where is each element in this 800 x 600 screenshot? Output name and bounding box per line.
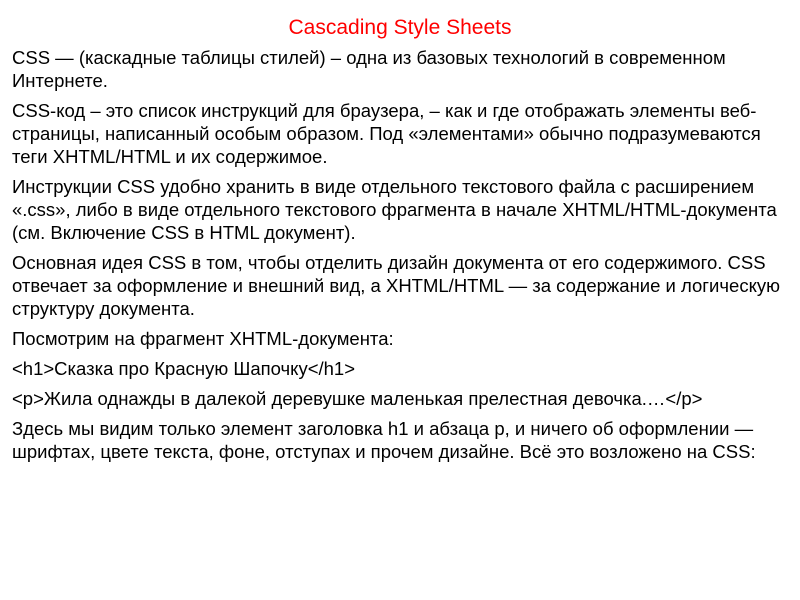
- paragraph-css-storage: Инструкции CSS удобно хранить в виде отдельного текстового файла с расширением «.css», либо в виде отдельного текстового фрагмента в начале XHTML/HTML-документа (см. Включение CSS в HTML документ).: [12, 176, 777, 243]
- code-h1-line: <h1>Сказка про Красную Шапочку</h1>: [12, 358, 356, 379]
- paragraph-css-main-idea: Основная идея CSS в том, чтобы отделить дизайн документа от его содержимого. CSS отвечает за оформление и внешний вид, а XHTML/HTML — за содержание и логическую структуру документа.: [12, 252, 780, 319]
- code-p-line: <p>Жила однажды в далекой деревушке маленькая прелестная девочка.…</p>: [12, 388, 703, 409]
- paragraph-css-definition: CSS — (каскадные таблицы стилей) – одна из базовых технологий в современном Интернете.: [12, 47, 726, 91]
- slide-title: Cascading Style Sheets: [288, 16, 512, 39]
- paragraph-css-code: CSS-код – это список инструкций для браузера, – как и где отображать элементы веб-страницы, написанный особым образом. Под «элементами» обычно подразумеваются теги XHTML/HTML и их содержимое.: [12, 100, 761, 167]
- paragraph-conclusion: Здесь мы видим только элемент заголовка h1 и абзаца p, и ничего об оформлении — шрифтах, цвете текста, фоне, отступах и прочем дизайне. Всё это возложено на CSS:: [12, 418, 756, 462]
- paragraph-fragment-intro: Посмотрим на фрагмент XHTML-документа:: [12, 328, 394, 349]
